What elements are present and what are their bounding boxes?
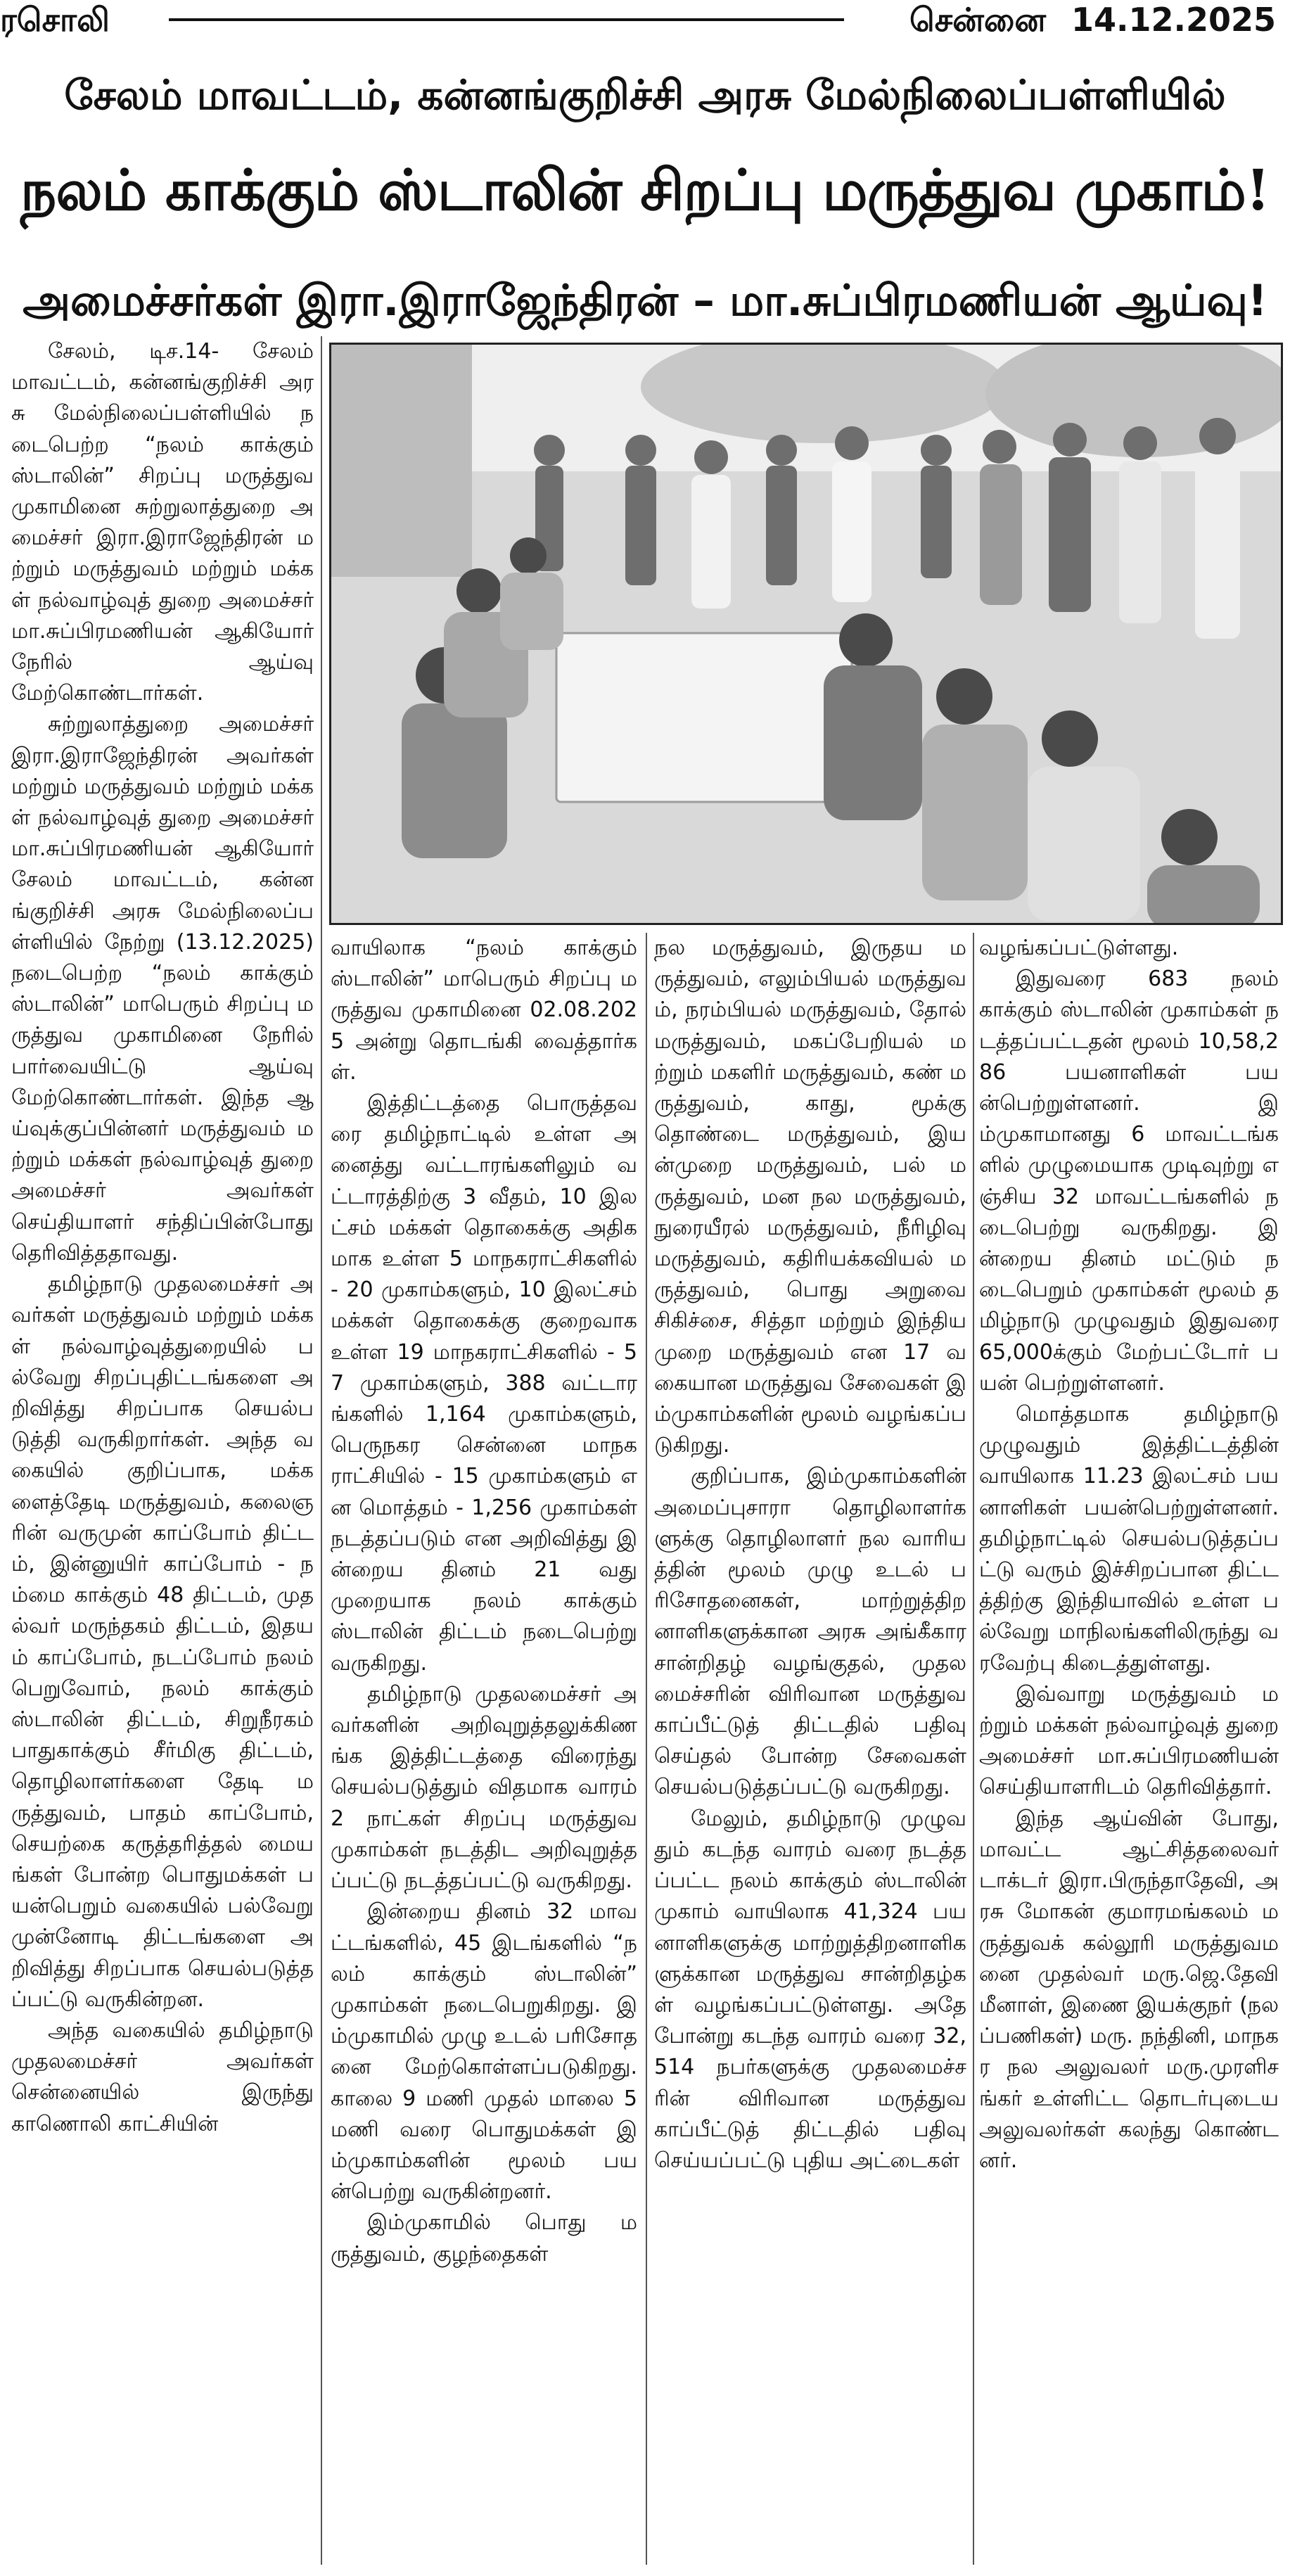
masthead-rule [169, 18, 844, 21]
paragraph: தமிழ்நாடு முதலமைச்சர் அவர்கள் மருத்துவம் மற்றும் மக்கள் நல்வாழ்வுத்துறையில் பல்வேறு சிறப்புதிட்டங்களை அறிவித்து சிறப்பாக செயல்படுத்தி வருகிறார்கள். அந்த வகையில் குறிப்பாக, மக்களைத்தேடி மருத்துவம், கலைஞரின் வருமுன் காப்போம் திட்டம், இன்னுயிர் காப்போம் - நம்மை காக்கும் 48 திட்டம், முதல்வர் மருந்தகம் திட்டம், இதயம் காப்போம், நடப்போம் நலம் பெறுவோம், நலம் காக்கும் ஸ்டாலின் திட்டம், சிறுநீரகம் பாதுகாக்கும் சீர்மிகு திட்டம், தொழிலாளர்களை தேடி மருத்துவம், பாதம் காப்போம், செயற்கை கருத்தரித்தல் மையங்கள் போன்ற பொதுமக்கள் பயன்பெறும் வகையில் பல்வேறு முன்னோடி திட்டங்களை அறிவித்து சிறப்பாக செயல்படுத்தப்பட்டு வருகின்றன. [11, 1272, 314, 2012]
article-column-2 [331, 933, 637, 2565]
paragraph: குறிப்பாக, இம்முகாம்களின் அமைப்புசாரா தொழிலாளர்களுக்கு தொழிலாளர் நல வாரியத்தின் மூலம் முழு உடல் பரிசோதனைகள், மாற்றுத்திறனாளிகளுக்கான அரசு அங்கீகார சான்றிதழ் வழங்குதல், முதலமைச்சரின் விரிவான மருத்துவ காப்பீட்டுத் திட்டதில் பதிவு செய்தல் போன்ற சேவைகள் செயல்படுத்தப்பட்டு வருகிறது. [654, 1464, 966, 1800]
article-column-3 [654, 933, 966, 2565]
paragraph: வாயிலாக “நலம் காக்கும் ஸ்டாலின்” மாபெரும் சிறப்பு மருத்துவ முகாமினை 02.08.2025 அன்று தொடங்கி வைத்தார்கள். [331, 936, 637, 1085]
article-column-1 [11, 336, 314, 2566]
article-subhead: அமைச்சர்கள் இரா.இராஜேந்திரன் – மா.சுப்பிரமணியன் ஆய்வு! [23, 276, 1267, 326]
paragraph: இதுவரை 683 நலம் காக்கும் ஸ்டாலின் முகாம்கள் நடத்தப்பட்டதன் மூலம் 10,58,286 பயனாளிகள் பயன்பெற்றுள்ளனர். இம்முகாமானது 6 மாவட்டங்களில் முழுமையாக முடிவுற்று எஞ்சிய 32 மாவட்டங்களில் நடைபெற்று வருகிறது. இன்றைய தினம் மட்டும் நடைபெறும் முகாம்கள் மூலம் தமிழ்நாடு முழுவதும் இதுவரை 65,000க்கும் மேற்பட்டோர் பயன் பெற்றுள்ளனர். [979, 967, 1279, 1396]
masthead-city-date [909, 1, 1276, 38]
paragraph: இத்திட்டத்தை பொருத்தவரை தமிழ்நாட்டில் உள்ள அனைத்து வட்டாரங்களிலும் வட்டாரத்திற்கு 3 வீதம், 10 இலட்சம் மக்கள் தொகைக்கு அதிகமாக உள்ள 5 மாநகராட்சிகளில் - 20 முகாம்களும், 10 இலட்சம் மக்கள் தொகைக்கு குறைவாக உள்ள 19 மாநகராட்சிகளில் - 57 முகாம்களும், 388 வட்டாரங்களில் 1,164 முகாம்களும், பெருநகர சென்னை மாநகராட்சியில் - 15 முகாம்களும் என மொத்தம் - 1,256 முகாம்கள் நடத்தப்படும் என அறிவித்து இன்றைய தினம் 21 வது முறையாக நலம் காக்கும் ஸ்டாலின் திட்டம் நடைபெற்று வருகிறது. [331, 1091, 637, 1676]
paragraph: இன்றைய தினம் 32 மாவட்டங்களில், 45 இடங்களில் “நலம் காக்கும் ஸ்டாலின்” முகாம்கள் நடைபெறுகிறது. இம்முகாமில் முழு உடல் பரிசோதனை மேற்கொள்ளப்படுகிறது. காலை 9 மணி முதல் மாலை 5 மணி வரை பொதுமக்கள் இம்முகாம்களின் மூலம் பயன்பெற்று வருகின்றனர். [331, 1899, 637, 2205]
article-kicker: சேலம் மாவட்டம், கன்னங்குறிச்சி அரசு மேல்நிலைப்பள்ளியில் [64, 71, 1226, 119]
article-photo [329, 343, 1283, 925]
photo-illustration [331, 345, 1281, 923]
paragraph: இவ்வாறு மருத்துவம் மற்றும் மக்கள் நல்வாழ்வுத் துறை அமைச்சர் மா.சுப்பிரமணியன் செய்தியாளரிடம் தெரிவித்தார். [979, 1681, 1279, 1800]
paragraph: அந்த வகையில் தமிழ்நாடு முதலமைச்சர் அவர்கள் சென்னையில் இருந்து காணொலி காட்சியின் [11, 2017, 314, 2136]
paragraph: மேலும், தமிழ்நாடு முழுவதும் கடந்த வாரம் வரை நடத்தப்பட்ட நலம் காக்கும் ஸ்டாலின் முகாம் வாயிலாக 41,324 பயனாளிகளுக்கு மாற்றுத்திறனாளிகளுக்கான மருத்துவ சான்றிதழ்கள் வழங்கப்பட்டுள்ளது. அதே போன்று கடந்த வாரம் வரை 32,514 நபர்களுக்கு முதலமைச்சரின் விரிவான மருத்துவ காப்பீட்டுத் திட்டதில் பதிவு செய்யப்பட்டு புதிய அட்டைகள் [654, 1806, 966, 2173]
column-divider [646, 933, 647, 2565]
masthead-date: 14.12.2025 [1071, 1, 1276, 39]
masthead [0, 0, 1290, 39]
article-headline: நலம் காக்கும் ஸ்டாலின் சிறப்பு மருத்துவ முகாம்! [20, 157, 1270, 223]
masthead-city: சென்னை [909, 1, 1046, 39]
masthead-publication-name: ரசொலி [0, 1, 110, 39]
paragraph: சேலம், டிச.14- சேலம் மாவட்டம், கன்னங்குறிச்சி அரசு மேல்நிலைப்பள்ளியில் நடைபெற்ற “நலம் காக்கும் ஸ்டாலின்” சிறப்பு மருத்துவ முகாமினை சுற்றுலாத்துறை அமைச்சர் இரா.இராஜேந்திரன் மற்றும் மருத்துவம் மற்றும் மக்கள் நல்வாழ்வுத் துறை அமைச்சர் மா.சுப்பிரமணியன் ஆகியோர் நேரில் ஆய்வு மேற்கொண்டார்கள். [11, 339, 314, 706]
paragraph: சுற்றுலாத்துறை அமைச்சர் இரா.இராஜேந்திரன் அவர்கள் மற்றும் மருத்துவம் மற்றும் மக்கள் நல்வாழ்வுத் துறை அமைச்சர் மா.சுப்பிரமணியன் ஆகியோர் சேலம் மாவட்டம், கன்னங்குறிச்சி அரசு மேல்நிலைப்பள்ளியில் நேற்று (13.12.2025) நடைபெற்ற “நலம் காக்கும் ஸ்டாலின்” மாபெரும் சிறப்பு மருத்துவ முகாமினை நேரில் பார்வையிட்டு ஆய்வு மேற்கொண்டார்கள். இந்த ஆய்வுக்குப்பின்னர் மருத்துவம் மற்றும் மக்கள் நல்வாழ்வுத் துறை அமைச்சர் அவர்கள் செய்தியாளர் சந்திப்பின்போது தெரிவித்ததாவது. [11, 712, 314, 1265]
paragraph: வழங்கப்பட்டுள்ளது. [979, 936, 1179, 960]
paragraph: மொத்தமாக தமிழ்நாடு முழுவதும் இத்திட்டத்தின் வாயிலாக 11.23 இலட்சம் பயனாளிகள் பயன்பெற்றுள்ளனர். தமிழ்நாட்டில் செயல்படுத்தப்பட்டு வரும் இச்சிறப்பான திட்டத்திற்கு இந்தியாவில் உள்ள பல்வேறு மாநிலங்களிலிருந்து வரவேற்பு கிடைத்துள்ளது. [979, 1402, 1279, 1676]
paragraph: நல மருத்துவம், இருதய மருத்துவம், எலும்பியல் மருத்துவம், நரம்பியல் மருத்துவம், தோல் மருத்துவம், மகப்பேறியல் மற்றும் மகளிர் மருத்துவம், கண் மருத்துவம், காது, மூக்கு தொண்டை மருத்துவம், இயன்முறை மருத்துவம், பல் மருத்துவம், மன நல மருத்துவம், நுரையீரல் மருத்துவம், நீரிழிவு மருத்துவம், கதிரியக்கவியல் மருத்துவம், பொது அறுவை சிகிச்சை, சித்தா மற்றும் இந்தியமுறை மருத்துவம் என 17 வகையான மருத்துவ சேவைகள் இம்முகாம்களின் மூலம் வழங்கப்படுகிறது. [654, 936, 966, 1458]
paragraph: இந்த ஆய்வின் போது, மாவட்ட ஆட்சித்தலைவர் டாக்டர் இரா.பிருந்தாதேவி, அரசு மோகன் குமாரமங்கலம் மருத்துவக் கல்லூரி மருத்துவமனை முதல்வர் மரு.ஜெ.தேவி மீனாள், இணை இயக்குநர் (நலப்பணிகள்) மரு. நந்தினி, மாநகர நல அலுவலர் மரு.முரளிசங்கர் உள்ளிட்ட தொடர்புடைய அலுவலர்கள் கலந்து கொண்டனர். [979, 1806, 1279, 2173]
paragraph: இம்முகாமில் பொது மருத்துவம், குழந்தைகள் [331, 2210, 637, 2266]
article-column-4 [979, 933, 1279, 2565]
column-divider [973, 933, 974, 2565]
column-divider [321, 336, 322, 2565]
paragraph: தமிழ்நாடு முதலமைச்சர் அவர்களின் அறிவுறுத்தலுக்கிணங்க இத்திட்டத்தை விரைந்து செயல்படுத்தும் விதமாக வாரம் 2 நாட்கள் சிறப்பு மருத்துவ முகாம்கள் நடத்திட அறிவுறுத்தப்பட்டு நடத்தப்பட்டு வருகிறது. [331, 1681, 637, 1894]
